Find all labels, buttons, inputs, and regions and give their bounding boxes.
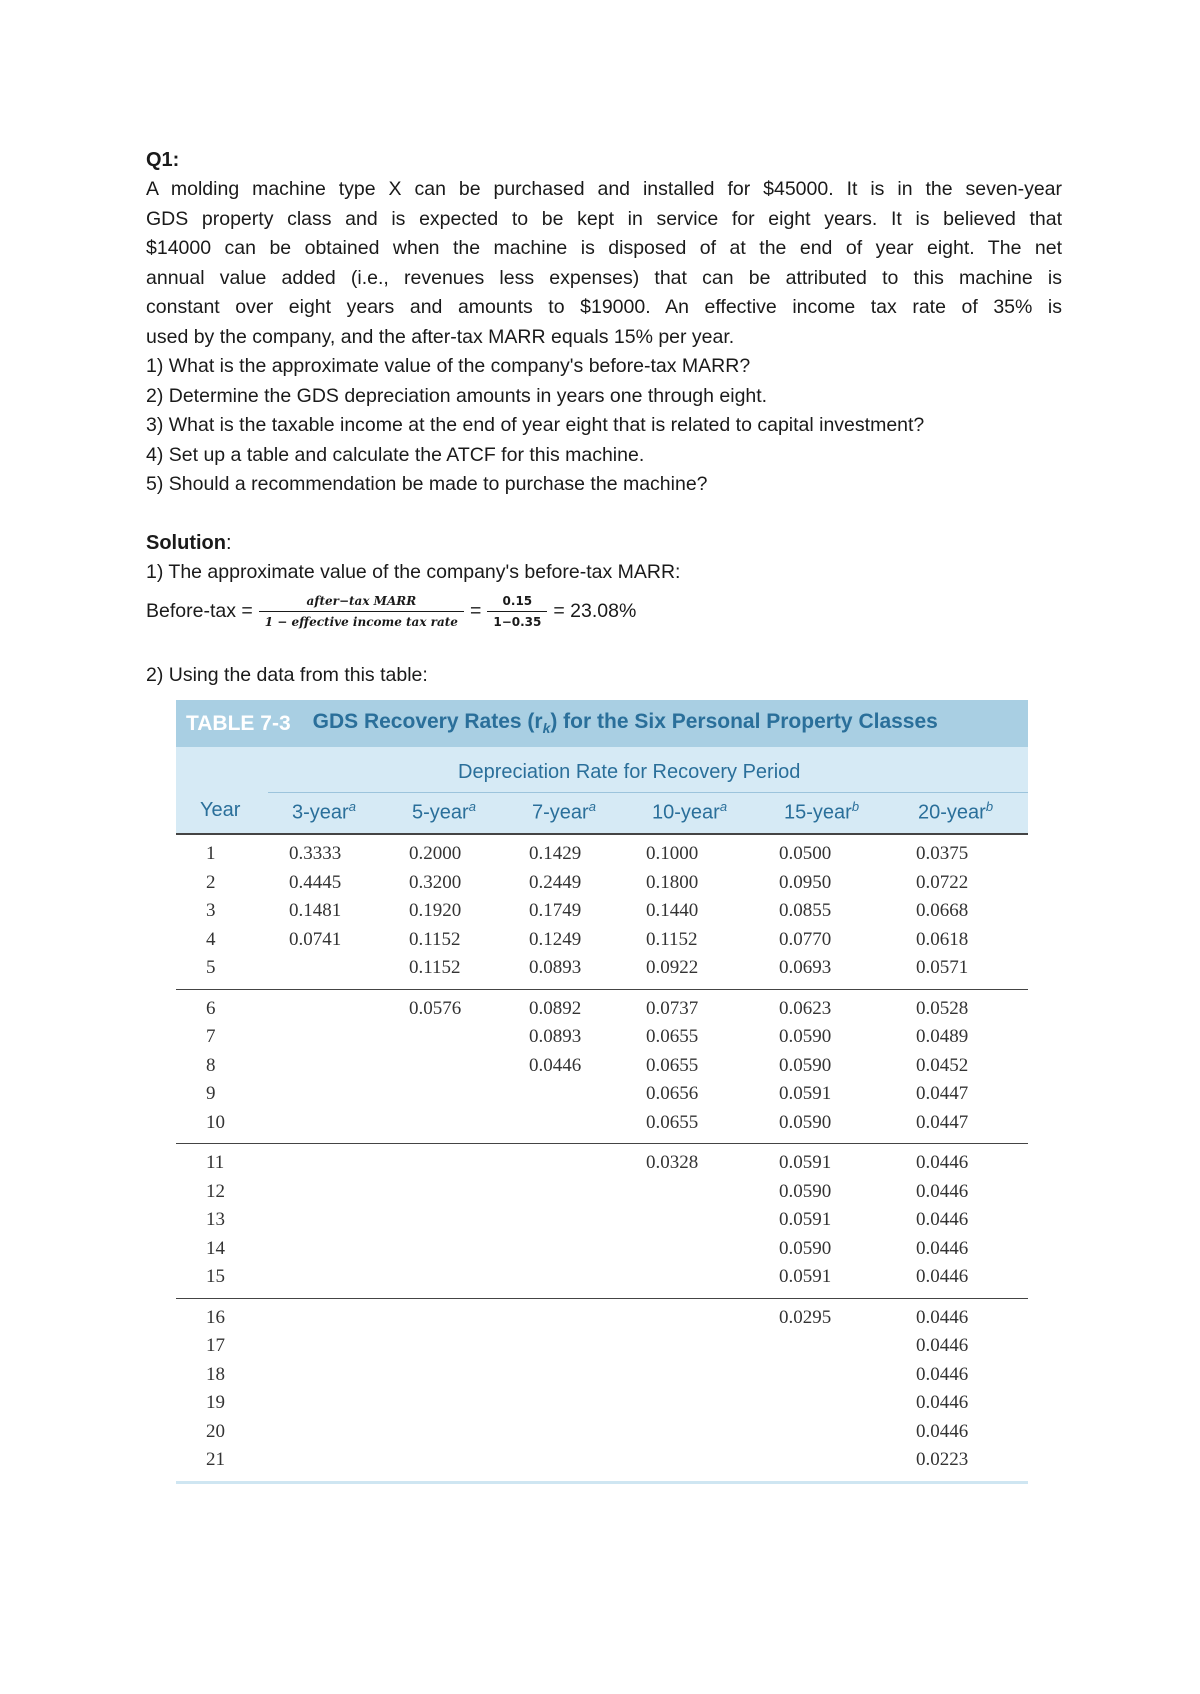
year-column-header: Year [200, 799, 241, 821]
rate-cell: 0.3200 [409, 871, 462, 893]
rate-cell: 0.0591 [779, 1209, 832, 1230]
year-cell: 15 [206, 1266, 225, 1287]
rate-cell: 0.0446 [916, 1306, 969, 1328]
rate-cell: 0.0591 [779, 1266, 832, 1287]
rate-cell: 0.0591 [779, 1152, 832, 1173]
solution-step-2: 2) Using the data from this table: [146, 664, 428, 686]
year-cell: 17 [206, 1335, 225, 1356]
rate-cell: 0.1152 [409, 928, 461, 950]
table-row [176, 1235, 1028, 1264]
table-row [176, 1389, 1028, 1418]
rate-cell: 0.0668 [916, 900, 969, 921]
column-note: a [348, 799, 356, 814]
table-row [176, 1263, 1028, 1292]
rate-cell: 0.0855 [779, 900, 832, 921]
table-row [176, 1080, 1028, 1109]
question-body-line: $14000 can be obtained when the machine is disposed of at the end of year eight. The net [146, 237, 1062, 259]
table-title-subscript: k [542, 720, 551, 737]
table-row [176, 1149, 1028, 1178]
question-body-line: annual value added (i.e., revenues less expenses) that can be attributed to this machine is [146, 266, 1062, 289]
question-item: 2) Determine the GDS depreciation amounts in years one through eight. [146, 384, 768, 407]
rate-cell: 0.0295 [779, 1306, 832, 1328]
rate-cell: 0.0446 [916, 1237, 969, 1259]
table-row [176, 1446, 1028, 1475]
rate-cell: 0.0328 [646, 1152, 699, 1173]
rate-cell: 0.4445 [289, 871, 342, 893]
rate-cell: 0.0446 [916, 1363, 969, 1385]
rate-cell: 0.1152 [409, 957, 461, 978]
column-label: 10-year [652, 801, 720, 824]
column-header [918, 799, 993, 825]
year-cell: 4 [206, 928, 216, 950]
year-cell: 19 [206, 1392, 225, 1413]
rate-cell: 0.0446 [529, 1054, 582, 1076]
question-item: 4) Set up a table and calculate the ATCF for this machine. [146, 443, 645, 466]
table-row-group [176, 835, 1028, 990]
question-body-line: used by the company, and the after-tax MARR equals 15% per year. [146, 325, 735, 348]
gds-recovery-rates-table [176, 700, 1028, 1484]
rate-cell: 0.0446 [916, 1209, 969, 1230]
question-item: 5) Should a recommendation be made to purchase the machine? [146, 473, 708, 495]
question-item: 3) What is the taxable income at the end of year eight that is related to capital investment? [146, 414, 925, 436]
year-cell: 9 [206, 1083, 216, 1104]
year-cell: 13 [206, 1209, 225, 1230]
table-row [176, 1023, 1028, 1052]
rate-cell: 0.0446 [916, 1266, 969, 1287]
rate-cell: 0.0590 [779, 1054, 832, 1076]
rate-cell: 0.0446 [916, 1152, 969, 1173]
table-row [176, 897, 1028, 926]
rate-cell: 0.0737 [646, 997, 699, 1019]
rate-cell: 0.2000 [409, 843, 462, 864]
table-caption [176, 700, 1028, 747]
formula-denominator-2: 1−0.35 [487, 611, 547, 629]
table-row [176, 1332, 1028, 1361]
table-row [176, 869, 1028, 898]
solution-step-1: 1) The approximate value of the company's before-tax MARR: [146, 560, 681, 583]
table-row-group [176, 1144, 1028, 1299]
year-cell: 7 [206, 1026, 216, 1047]
column-header [532, 799, 596, 825]
rate-cell: 0.1800 [646, 871, 699, 893]
formula-fraction-1 [259, 594, 464, 629]
question-body-line: A molding machine type X can be purchased and installed for $45000. It is in the seven-year [146, 178, 1062, 200]
table-row [176, 1109, 1028, 1138]
formula-denominator-1: 1 − effective income tax rate [259, 611, 464, 629]
table-title [313, 710, 938, 736]
column-label: 20-year [918, 801, 986, 824]
year-cell: 1 [206, 843, 216, 864]
column-header [412, 799, 476, 825]
rate-cell: 0.0922 [646, 957, 699, 978]
year-cell: 20 [206, 1420, 225, 1442]
question-title: Q1: [146, 149, 180, 171]
recovery-period-label: Depreciation Rate for Recovery Period [458, 761, 801, 783]
year-cell: 14 [206, 1237, 225, 1259]
table-row [176, 1304, 1028, 1333]
rate-cell: 0.0500 [779, 843, 832, 864]
question-body-line: constant over eight years and amounts to $19000. An effective income tax rate of 35% is [146, 296, 1062, 318]
table-row [176, 1178, 1028, 1207]
column-note: a [588, 799, 596, 814]
table-row-group [176, 1299, 1028, 1484]
rate-cell: 0.0571 [916, 957, 969, 978]
table-row [176, 840, 1028, 869]
column-header [784, 799, 859, 825]
rate-cell: 0.0623 [779, 997, 832, 1019]
formula-lhs: Before-tax = [146, 599, 253, 622]
column-label: 3-year [292, 801, 349, 824]
formula-numerator-1: after−tax MARR [306, 593, 417, 608]
column-note: a [719, 799, 728, 814]
rate-cell: 0.0741 [289, 928, 342, 950]
rate-cell: 0.1249 [529, 928, 582, 950]
before-tax-formula [146, 589, 1062, 633]
rate-cell: 0.0618 [916, 928, 969, 950]
rate-cell: 0.0576 [409, 997, 462, 1019]
rate-cell: 0.0590 [779, 1237, 832, 1259]
rate-cell: 0.1749 [529, 900, 582, 921]
rate-cell: 0.0489 [916, 1026, 969, 1047]
rate-cell: 0.3333 [289, 843, 342, 864]
rate-cell: 0.0655 [646, 1111, 699, 1133]
rate-cell: 0.0892 [529, 997, 582, 1019]
table-row [176, 1361, 1028, 1390]
rate-cell: 0.1000 [646, 843, 699, 864]
year-cell: 21 [206, 1449, 225, 1470]
rate-cell: 0.0722 [916, 871, 969, 893]
column-note: b [851, 799, 860, 814]
column-note: b [985, 799, 994, 814]
rate-cell: 0.0655 [646, 1054, 699, 1076]
table-number: TABLE 7-3 [186, 711, 291, 735]
document-page [146, 146, 1062, 691]
rate-cell: 0.0656 [646, 1083, 699, 1104]
rate-cell: 0.0770 [779, 928, 832, 950]
rate-cell: 0.0590 [779, 1180, 832, 1202]
table-row-group [176, 990, 1028, 1145]
rate-cell: 0.0375 [916, 843, 969, 864]
year-cell: 8 [206, 1054, 216, 1076]
rate-cell: 0.0446 [916, 1180, 969, 1202]
year-cell: 12 [206, 1180, 225, 1202]
column-header [292, 799, 356, 825]
column-label: 7-year [532, 801, 589, 824]
table-title-start: GDS Recovery Rates (r [312, 710, 543, 734]
rate-cell: 0.0447 [916, 1111, 969, 1133]
year-cell: 5 [206, 957, 216, 978]
rate-cell: 0.1920 [409, 900, 462, 921]
column-label: 15-year [784, 801, 852, 824]
column-label: 5-year [412, 801, 469, 824]
table-row [176, 1418, 1028, 1447]
question-item: 1) What is the approximate value of the company's before-tax MARR? [146, 355, 751, 377]
year-cell: 18 [206, 1363, 225, 1385]
year-cell: 2 [206, 871, 216, 893]
rate-cell: 0.0452 [916, 1054, 969, 1076]
rate-cell: 0.1429 [529, 843, 582, 864]
solution-colon: : [225, 531, 232, 554]
rate-cell: 0.0590 [779, 1111, 832, 1133]
rate-cell: 0.0446 [916, 1335, 969, 1356]
table-row [176, 1052, 1028, 1081]
header-divider [268, 792, 1028, 793]
table-row [176, 995, 1028, 1024]
rate-cell: 0.0528 [916, 997, 969, 1019]
year-cell: 16 [206, 1306, 225, 1328]
table-column-header [176, 747, 1028, 833]
rate-cell: 0.0446 [916, 1392, 969, 1413]
year-cell: 11 [206, 1152, 225, 1173]
rate-cell: 0.1440 [646, 900, 699, 921]
table-title-end: ) for the Six Personal Property Classes [550, 710, 938, 734]
column-note: a [468, 799, 476, 814]
rate-cell: 0.1152 [646, 928, 698, 950]
rate-cell: 0.0590 [779, 1026, 832, 1047]
question-body-line: GDS property class and is expected to be kept in service for eight years. It is believed that [146, 207, 1062, 230]
rate-cell: 0.0893 [529, 957, 582, 978]
table-row [176, 954, 1028, 983]
rate-cell: 0.0591 [779, 1083, 832, 1104]
year-cell: 10 [206, 1111, 225, 1133]
column-header [652, 799, 727, 825]
solution-heading [146, 529, 1062, 558]
year-cell: 3 [206, 900, 216, 921]
table-row [176, 1206, 1028, 1235]
rate-cell: 0.0655 [646, 1026, 699, 1047]
year-cell: 6 [206, 997, 216, 1019]
rate-cell: 0.0950 [779, 871, 832, 893]
formula-result: = 23.08% [553, 599, 637, 622]
rate-cell: 0.0446 [916, 1420, 969, 1442]
rate-cell: 0.0447 [916, 1083, 969, 1104]
rate-cell: 0.1481 [289, 900, 342, 921]
formula-numerator-2: 0.15 [502, 593, 533, 608]
table-row [176, 926, 1028, 955]
rate-cell: 0.0223 [916, 1449, 969, 1470]
rate-cell: 0.0893 [529, 1026, 582, 1047]
formula-fraction-2 [487, 594, 547, 629]
rate-cell: 0.2449 [529, 871, 582, 893]
rate-cell: 0.0693 [779, 957, 832, 978]
table-body [176, 833, 1028, 1484]
formula-equals: = [469, 599, 482, 622]
solution-title: Solution [146, 531, 226, 554]
